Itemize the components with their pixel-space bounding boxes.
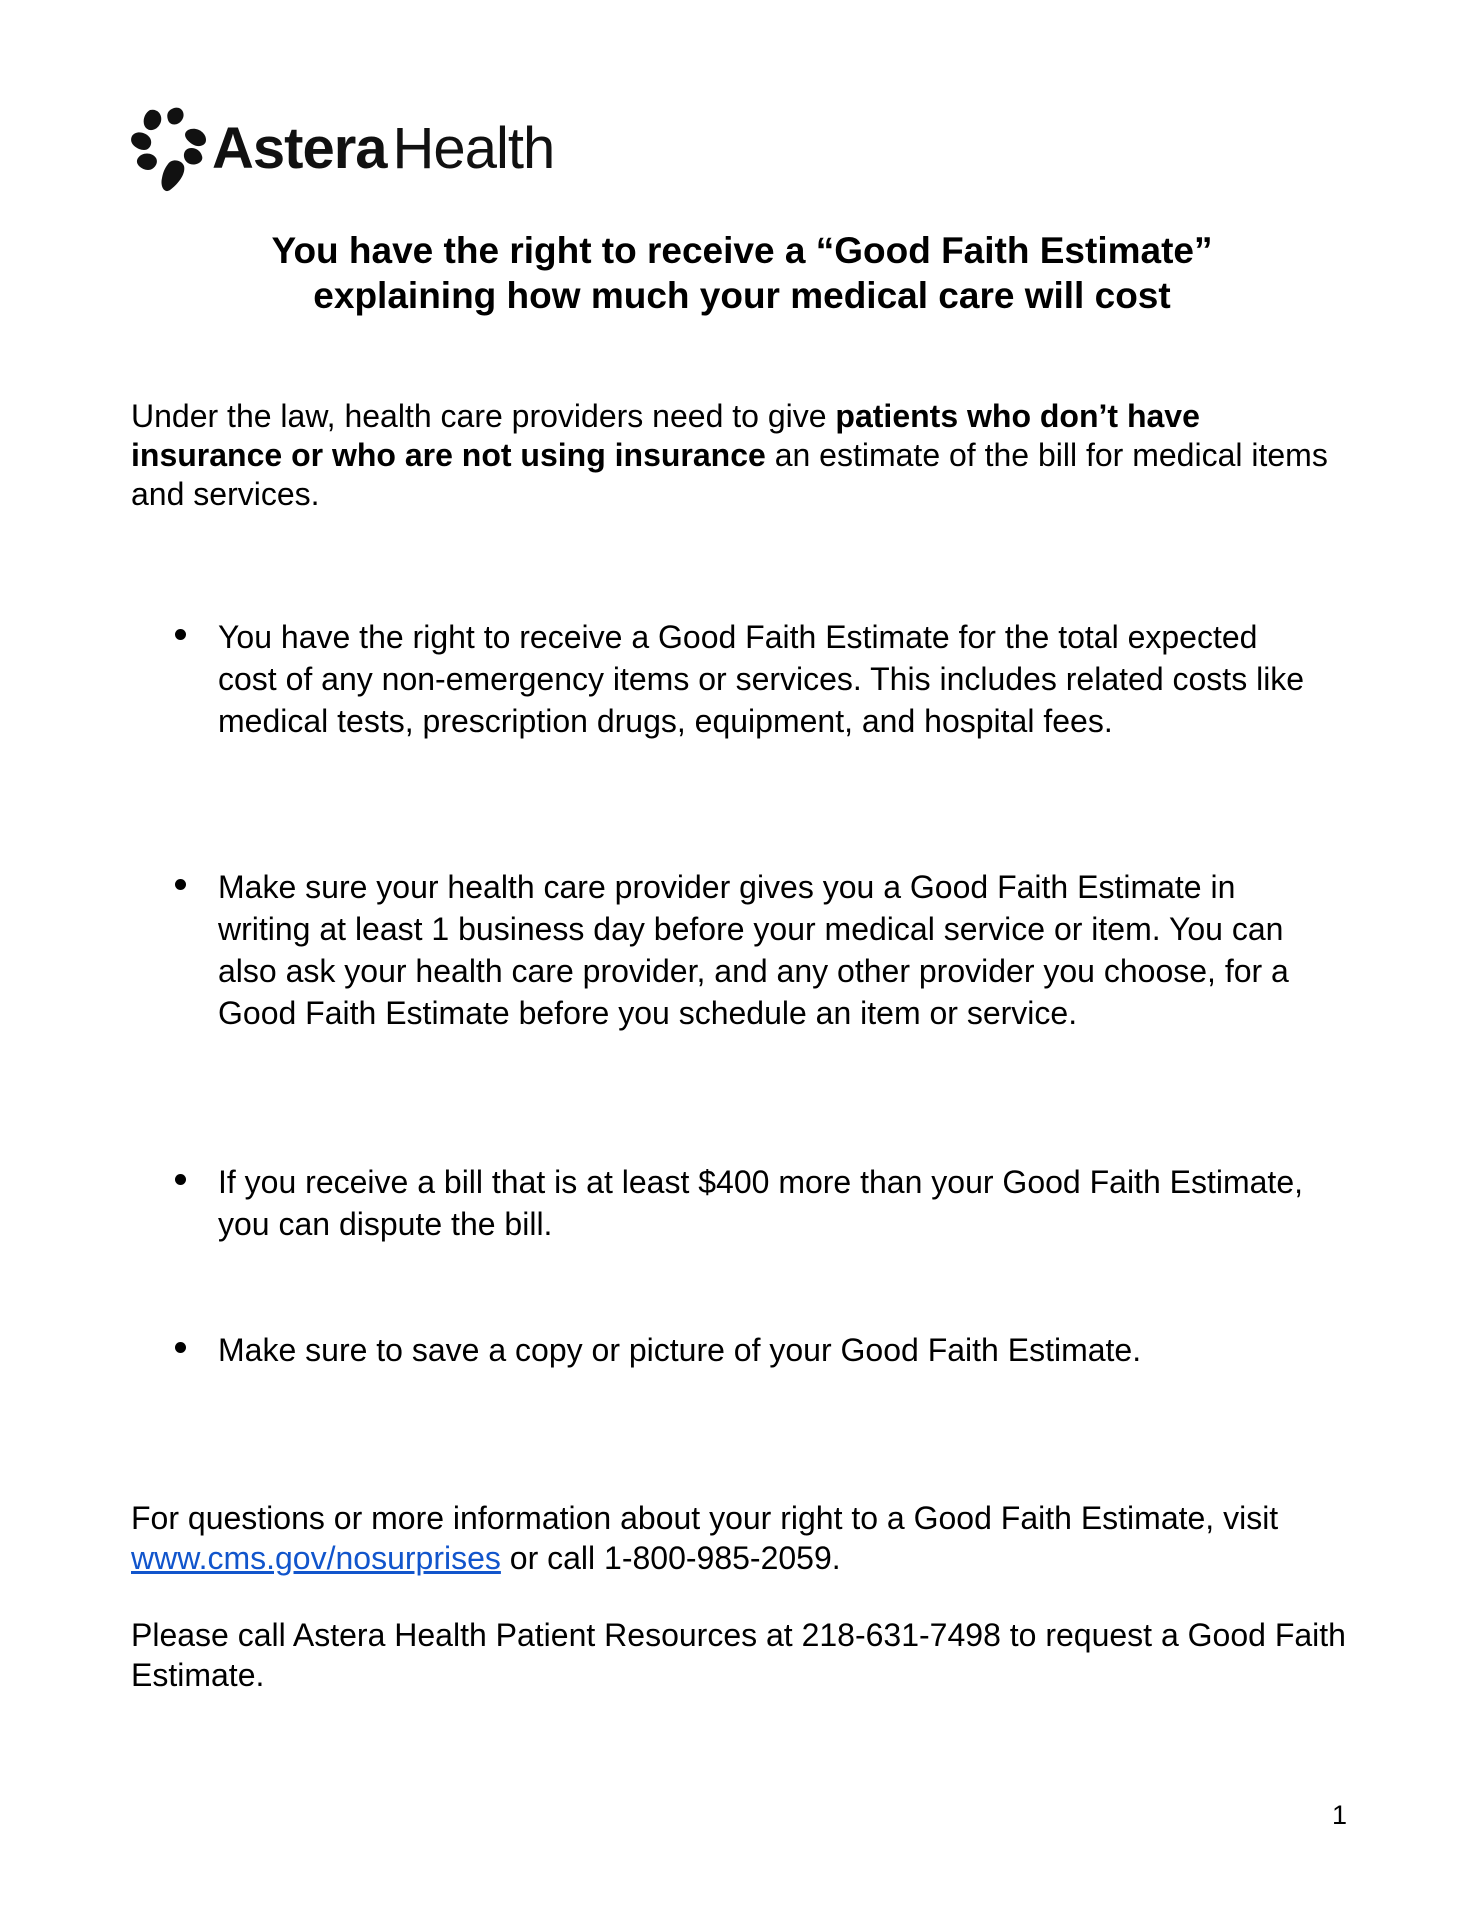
page-title [150,228,1334,318]
cms-nosurprises-link[interactable]: www.cms.gov/nosurprises [131,1540,501,1576]
astera-health-logo [128,104,554,194]
page-number: 1 [1332,1800,1348,1830]
questions-text-start: For questions or more information about your right to a Good Faith Estimate, visit [131,1500,1279,1536]
list-item-text: Make sure your health care provider gives you a Good Faith Estimate in writing at least 1 business day before your medical service or item. You can also ask your health care provider, and any other provider you choose, for a Good Faith Estimate before you schedule an item or service. [218,869,1289,1031]
intro-bold-text: patients who don’t have insurance or who are not using insurance [131,398,1200,473]
logo-word-health: Health [392,116,555,181]
bullet-dot-icon [175,629,186,640]
logo-wordmark [212,116,555,181]
list-item-text: You have the right to receive a Good Faith Estimate for the total expected cost of any non-emergency items or services. This includes related costs like medical tests, prescription drugs, equipment, and hospital fees. [218,619,1305,739]
bullet-dot-icon [175,879,186,890]
title-line-2: explaining how much your medical care will cost [313,275,1171,316]
intro-text-end: an estimate of the bill for medical items and services. [131,437,1328,512]
logo-word-astera: Astera [212,116,387,181]
astera-logo-mark-icon [128,106,210,192]
title-line-1: You have the right to receive a “Good Faith Estimate” [271,230,1213,271]
questions-paragraph [131,1498,1361,1578]
bullet-dot-icon [175,1342,186,1353]
list-item-text: Make sure to save a copy or picture of your Good Faith Estimate. [218,1332,1142,1368]
bullet-dot-icon [175,1174,186,1185]
questions-text-end: or call 1-800-985-2059. [500,1540,841,1576]
list-item-text: If you receive a bill that is at least $400 more than your Good Faith Estimate, you can dispute the bill. [218,1164,1303,1242]
request-paragraph: Please call Astera Health Patient Resources at 218-631-7498 to request a Good Faith Estimate. [131,1617,1346,1693]
intro-text-start: Under the law, health care providers need to give [131,398,836,434]
intro-paragraph [131,397,1341,514]
